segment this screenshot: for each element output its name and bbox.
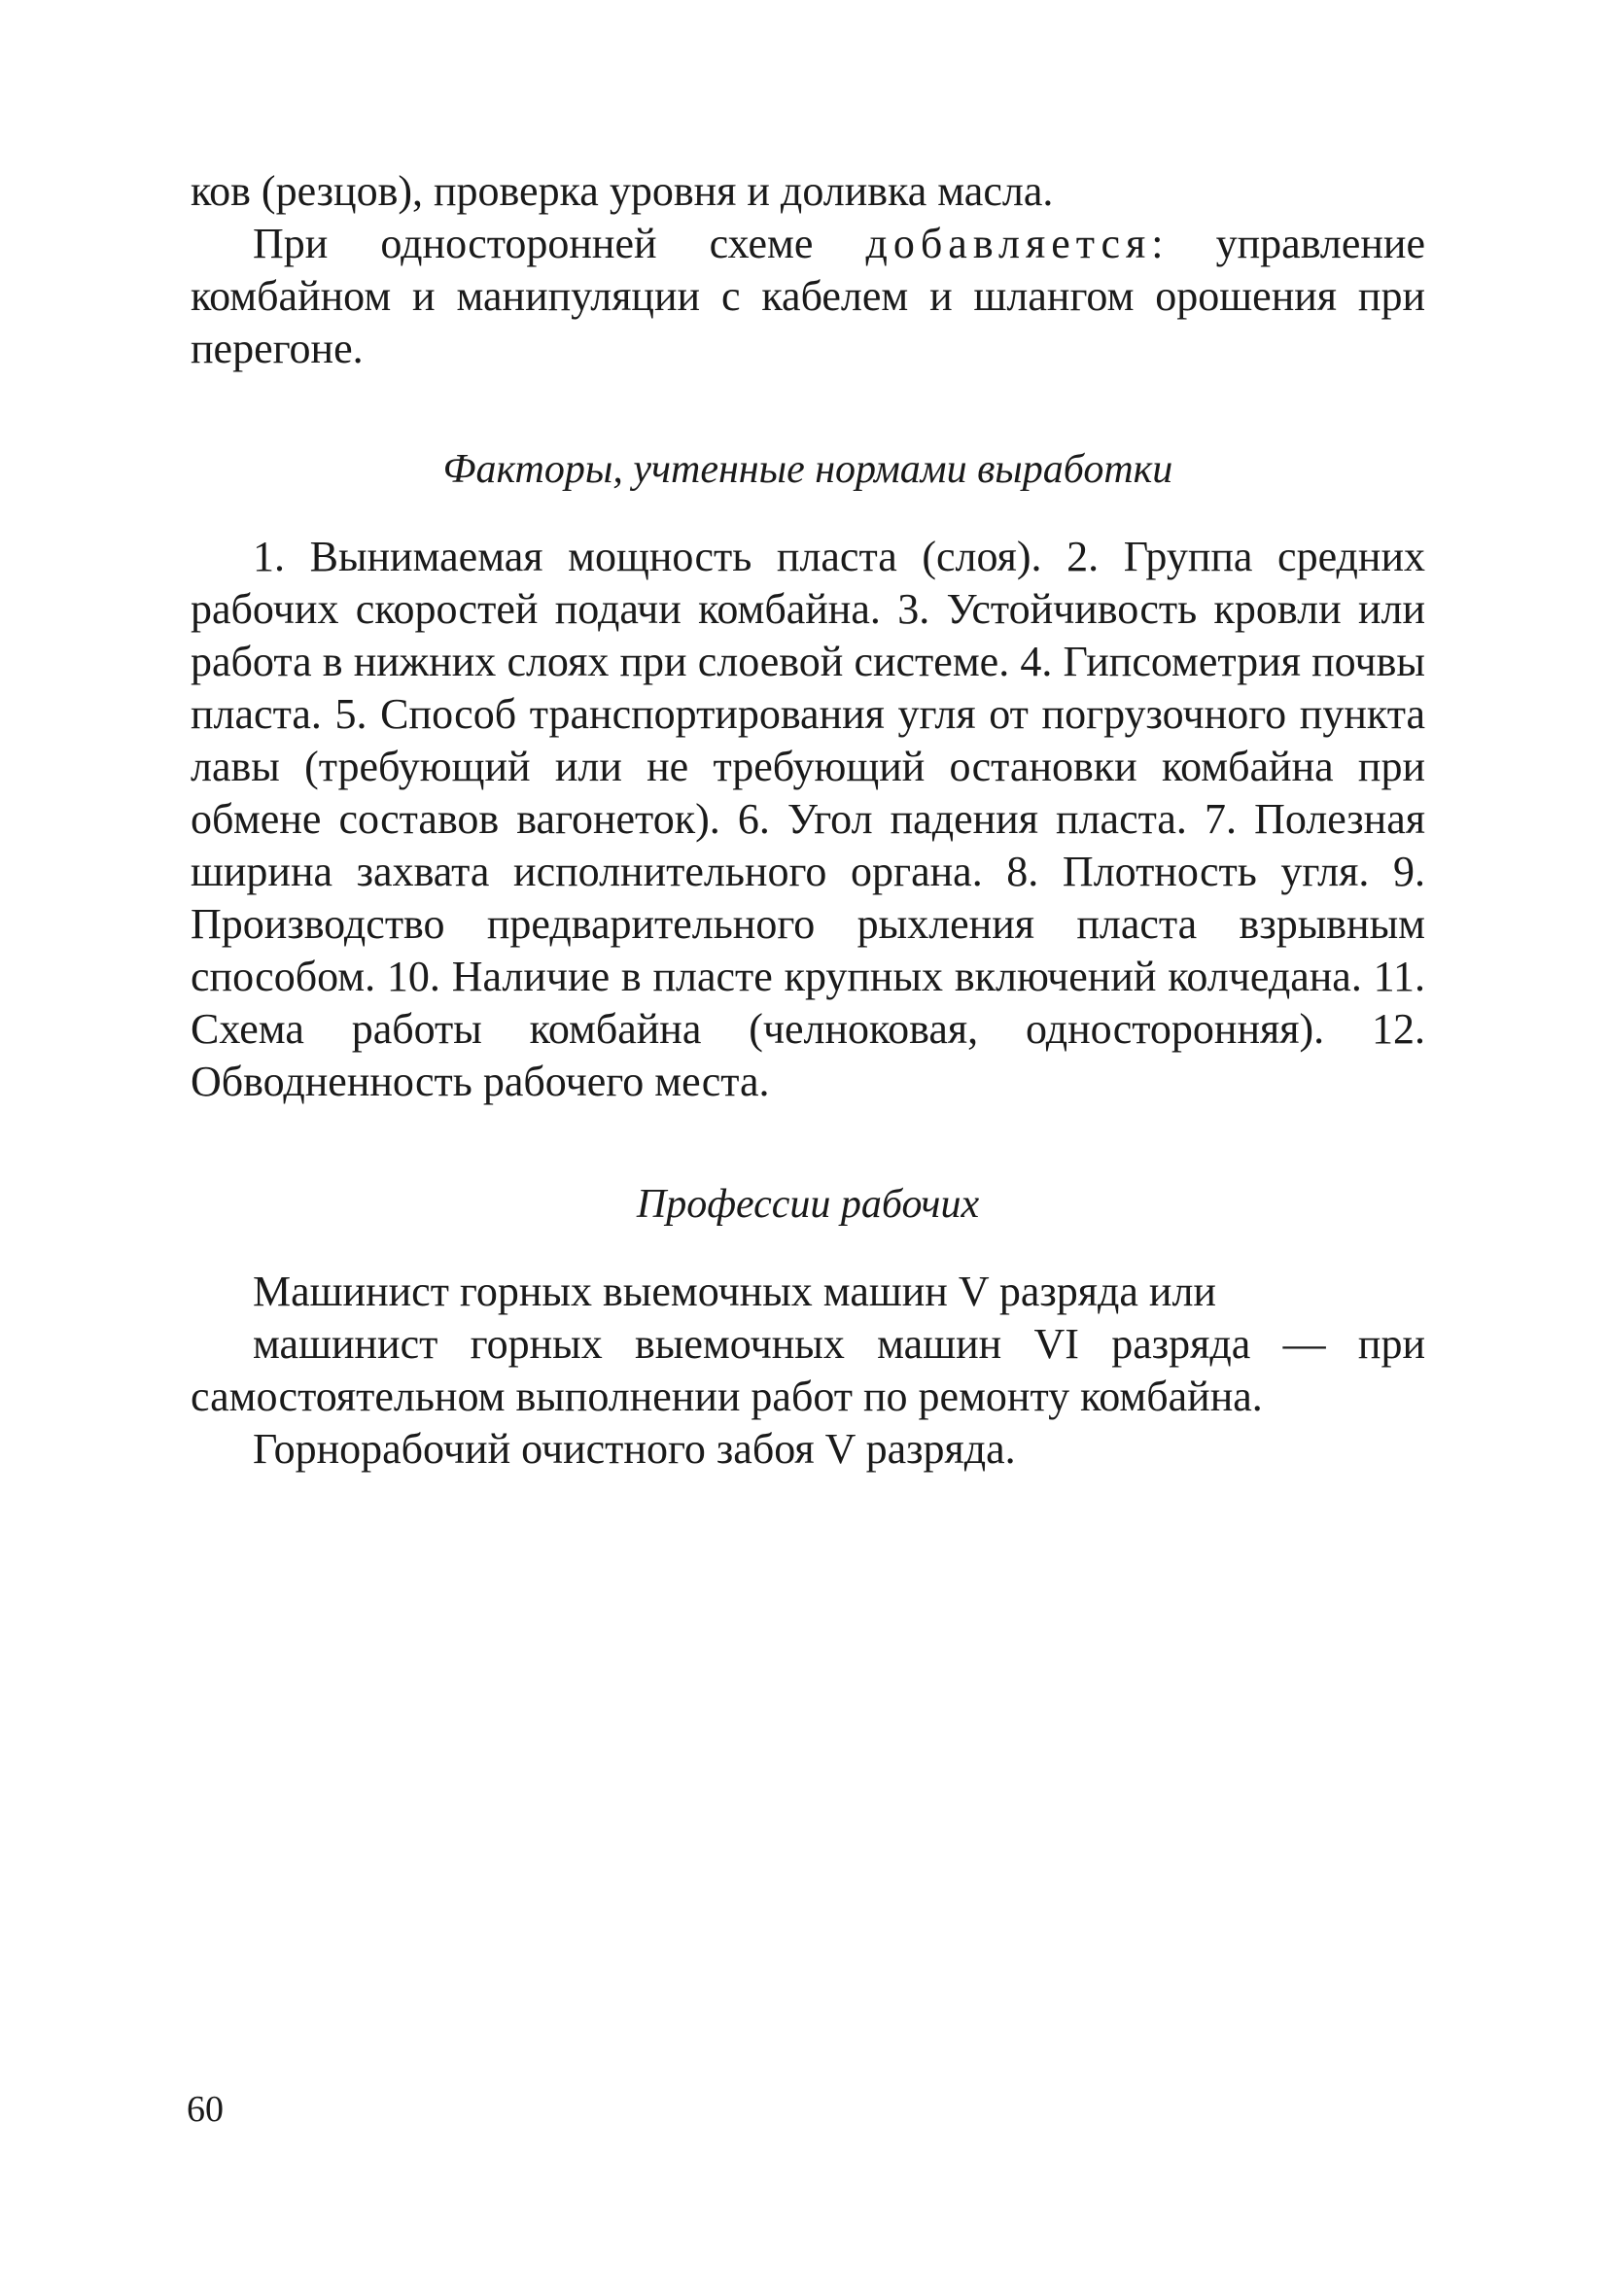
professions-heading: Профессии рабочих bbox=[636, 1182, 980, 1227]
profession-line-2: машинист горных выемочных машин VI разряда — при самостоятельном выполнении работ по ремонту комбайна. bbox=[191, 1320, 1425, 1420]
para2-spaced-word: добавляется bbox=[865, 220, 1152, 267]
factors-list: 1. Вынимаемая мощность пласта (слоя). 2. Группа средних рабочих скоростей подачи комбайна. 3. Устойчивость кровли или работа в нижних слоях при слоевой системе. 4. Гипсометрия почвы пласта. 5. Способ транспортирования угля от погрузочного пункта лавы (требующий или не требующий остановки комбайна при обмене составов вагонеток). 6. Угол падения пласта. 7. Полезная ширина захвата исполнительного органа. 8. Плотность угля. 9. Производство предварительного рыхления пласта взрывным способом. 10. Наличие в пласте крупных включений колчедана. 11. Схема работы комбайна (челноковая, односторонняя). 12. Обводненность рабочего места. bbox=[191, 533, 1425, 1105]
profession-line-1: Машинист горных выемочных машин V разряда или bbox=[253, 1268, 1216, 1315]
page-content bbox=[191, 165, 1425, 1476]
intro-continuation: ков (резцов), проверка уровня и доливка масла. bbox=[191, 167, 1054, 215]
profession-line-3: Горнорабочий очистного забоя V разряда. bbox=[253, 1425, 1016, 1473]
factors-heading: Факторы, учтенные нормами выработки bbox=[442, 447, 1173, 492]
page-number: 60 bbox=[187, 2089, 224, 2130]
para2-prefix: При односторонней схеме bbox=[253, 220, 866, 267]
para2-rest: : управление комбайном и манипуляции с кабелем и шлангом орошения при перегоне. bbox=[191, 220, 1425, 372]
one-sided-scheme-paragraph bbox=[191, 218, 1425, 375]
